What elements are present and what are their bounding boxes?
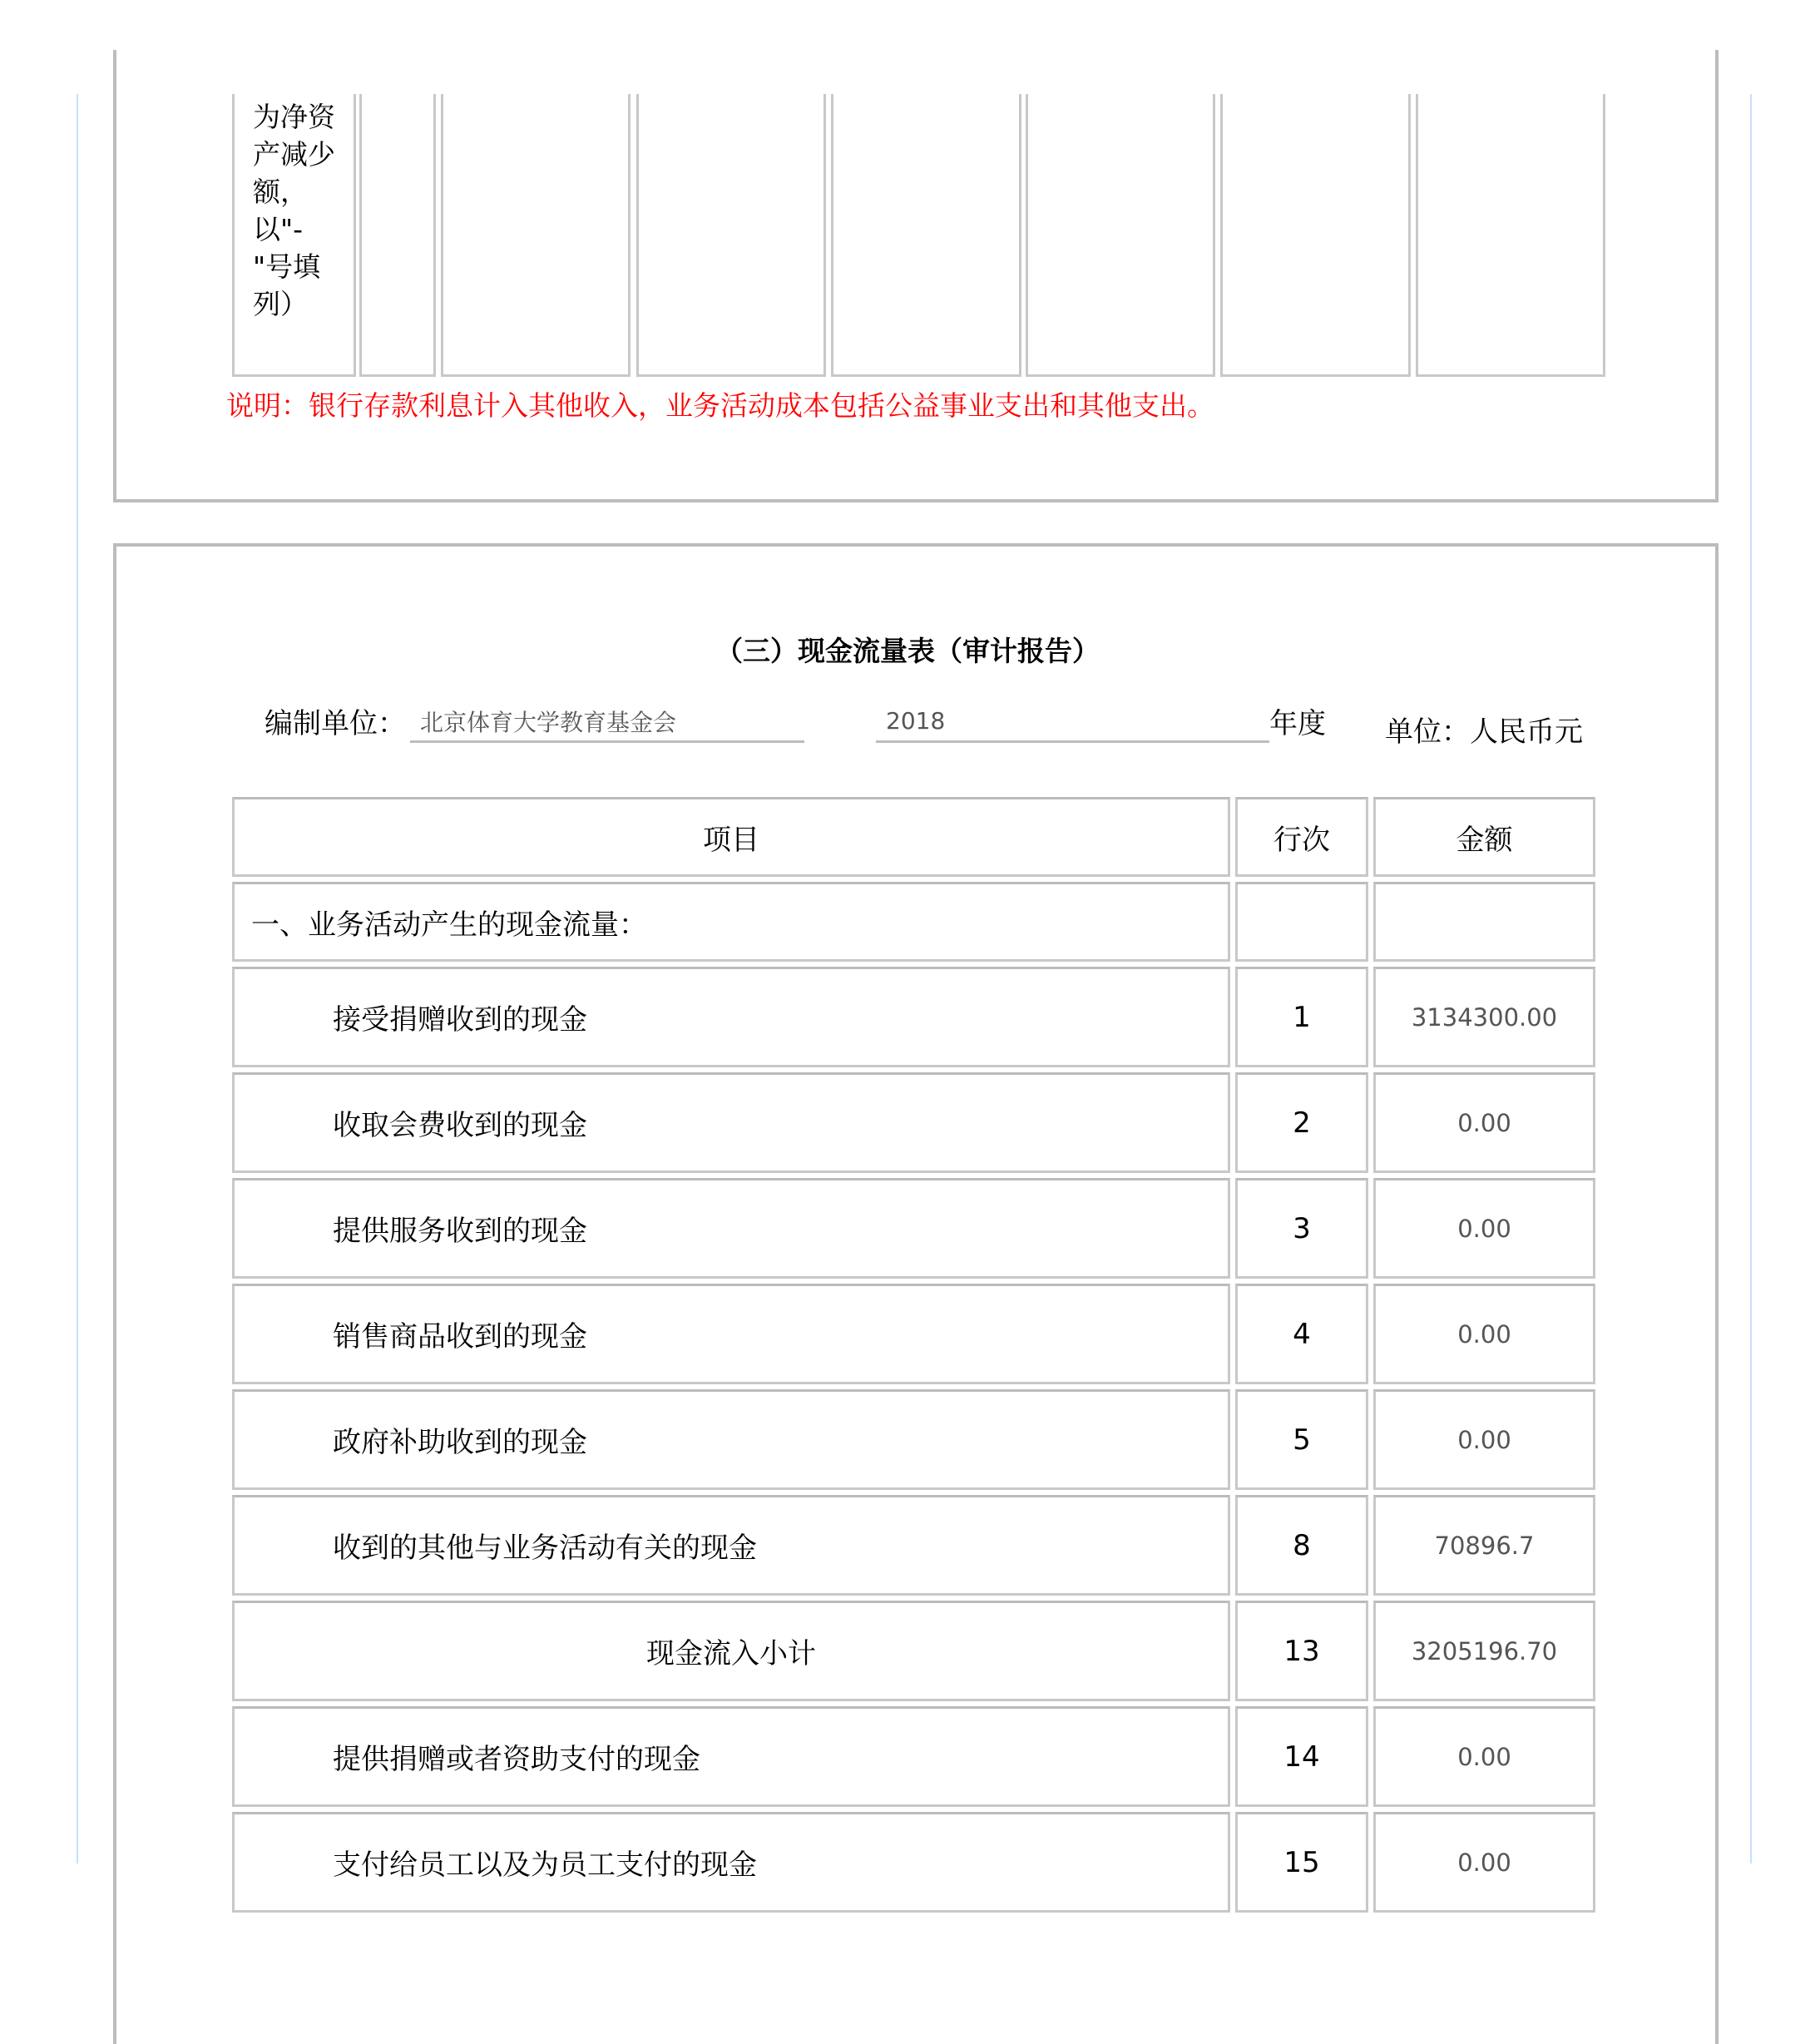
currency-unit-label: 单位：人民币元 (1385, 715, 1583, 749)
row-amount: 0.00 (1373, 1389, 1595, 1490)
row-item-label: 收取会费收到的现金 (232, 1072, 1230, 1173)
row-item-label: 提供服务收到的现金 (232, 1178, 1230, 1279)
row-line-number: 5 (1235, 1389, 1368, 1490)
cash-flow-table (227, 792, 1600, 1918)
row-item-label: 销售商品收到的现金 (232, 1284, 1230, 1384)
row-item-label: 接受捐赠收到的现金 (232, 967, 1230, 1067)
org-name-input[interactable] (410, 701, 804, 743)
table-row (232, 1495, 1595, 1596)
section-header-row (232, 882, 1595, 962)
table-row (232, 1178, 1595, 1279)
upper-table-cell (1026, 94, 1215, 377)
page-right-rule (1750, 94, 1752, 1863)
row-amount: 0.00 (1373, 1284, 1595, 1384)
upper-table-cell (1416, 94, 1605, 377)
upper-table-cell-item (232, 94, 356, 377)
upper-table-cell (1220, 94, 1411, 377)
table-row (232, 1389, 1595, 1490)
section-header-amount (1373, 882, 1595, 962)
row-item-label: 收到的其他与业务活动有关的现金 (232, 1495, 1230, 1596)
column-header-line: 行次 (1235, 797, 1368, 877)
column-header-item: 项目 (232, 797, 1230, 877)
cash-flow-title: （三）现金流量表（审计报告） (715, 635, 1100, 667)
row-amount: 3205196.70 (1373, 1601, 1595, 1701)
row-amount: 0.00 (1373, 1706, 1595, 1807)
row-item-label: 提供捐赠或者资助支付的现金 (232, 1706, 1230, 1807)
row-item-label: 支付给员工以及为员工支付的现金 (232, 1812, 1230, 1913)
row-line-number: 4 (1235, 1284, 1368, 1384)
row-amount: 0.00 (1373, 1812, 1595, 1913)
table-row (232, 1072, 1595, 1173)
row-item-label: 现金流入小计 (232, 1601, 1230, 1701)
row-line-number: 15 (1235, 1812, 1368, 1913)
page-left-rule (77, 94, 78, 1863)
upper-table-cell (359, 94, 436, 377)
year-suffix-label: 年度 (1269, 707, 1326, 740)
year-input[interactable] (876, 701, 1269, 743)
upper-table-item-text: 为净资产减少额，以"-"号填列） (253, 101, 335, 320)
subtotal-row (232, 1601, 1595, 1701)
row-line-number: 1 (1235, 967, 1368, 1067)
row-line-number: 13 (1235, 1601, 1368, 1701)
upper-table-cell (636, 94, 826, 377)
row-line-number: 2 (1235, 1072, 1368, 1173)
row-amount: 0.00 (1373, 1072, 1595, 1173)
row-item-label: 政府补助收到的现金 (232, 1389, 1230, 1490)
upper-table-cell (831, 94, 1021, 377)
table-header-row (232, 797, 1595, 877)
column-header-amount: 金额 (1373, 797, 1595, 877)
explanatory-note: 说明：银行存款利息计入其他收入，业务活动成本包括公益事业支出和其他支出。 (226, 389, 1214, 422)
row-amount: 0.00 (1373, 1178, 1595, 1279)
row-amount: 3134300.00 (1373, 967, 1595, 1067)
org-label: 编制单位： (265, 707, 406, 740)
table-row (232, 967, 1595, 1067)
row-line-number: 14 (1235, 1706, 1368, 1807)
table-row (232, 1812, 1595, 1913)
section-header-line (1235, 882, 1368, 962)
row-line-number: 3 (1235, 1178, 1368, 1279)
table-row (232, 1284, 1595, 1384)
row-amount: 70896.7 (1373, 1495, 1595, 1596)
row-line-number: 8 (1235, 1495, 1368, 1596)
section-header-label: 一、业务活动产生的现金流量： (232, 882, 1230, 962)
upper-table-cell (441, 94, 631, 377)
table-row (232, 1706, 1595, 1807)
